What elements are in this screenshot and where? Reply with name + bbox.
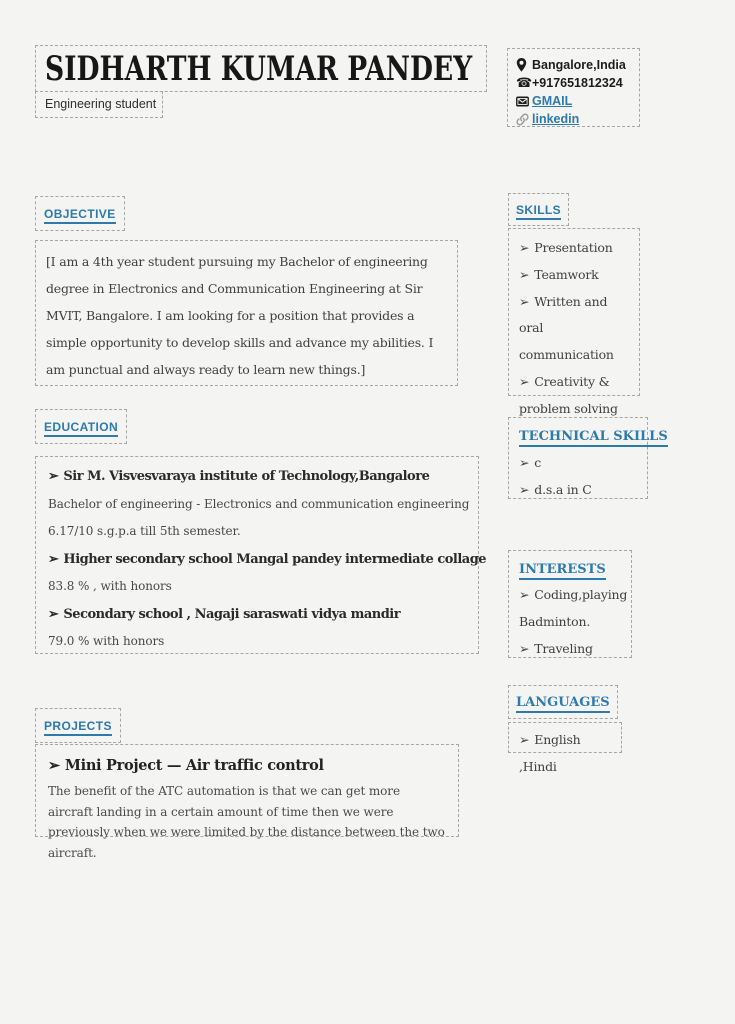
interests-field[interactable]: [508, 550, 632, 658]
education-entry-detail: Bachelor of engineering - Electronics and communication engineering: [48, 496, 470, 511]
skill-item: ➢ Creativity & problem solving: [519, 373, 618, 416]
technical-skills-field[interactable]: [508, 417, 668, 499]
arrow-bullet-icon: ➢: [519, 266, 530, 282]
project-description: The benefit of the ATC automation is that we can get more aircraft landing in a certain amount of time then we were previously when we were limited by the distance between the two aircraft.: [48, 784, 445, 860]
project-title: ➢ Mini Project — Air traffic control: [48, 757, 324, 774]
arrow-bullet-icon: ➢: [519, 732, 530, 747]
arrow-bullet-icon: ➢: [48, 757, 60, 774]
arrow-bullet-icon: ➢: [48, 469, 59, 484]
objective-body-field[interactable]: [35, 240, 458, 386]
education-entry: [48, 546, 487, 601]
interest-item: ➢ Traveling: [519, 640, 593, 656]
skill-item: ➢ Written and oral communication: [519, 293, 614, 363]
arrow-bullet-icon: ➢: [519, 293, 530, 309]
contact-card[interactable]: [507, 48, 640, 127]
arrow-bullet-icon: ➢: [48, 606, 59, 622]
skill-item: ➢ Presentation: [519, 240, 613, 255]
languages-section-heading[interactable]: [508, 685, 618, 719]
education-entry: [48, 463, 478, 546]
arrow-bullet-icon: ➢: [519, 481, 530, 497]
interest-item: ➢ Coding,playing Badminton.: [519, 587, 628, 629]
arrow-bullet-icon: ➢: [519, 640, 530, 656]
linkedin-link[interactable]: linkedin: [532, 112, 580, 126]
projects-heading-label: PROJECTS: [44, 719, 112, 736]
education-body-field[interactable]: [35, 456, 487, 654]
skills-heading-label: SKILLS: [516, 203, 561, 220]
arrow-bullet-icon: ➢: [519, 373, 530, 389]
objective-text: [I am a 4th year student pursuing my Bachelor of engineering degree in Electronics and Communication Engineering at Sir MVIT, Bangalore. I am looking for a position that provides a simple opportunity to develop skills and advance my abilities. I am punctual and always ready to learn new things.]: [46, 254, 434, 377]
projects-section-heading[interactable]: [35, 708, 121, 743]
language-item: ➢ English ,Hindi: [519, 732, 581, 774]
phone-icon: ☎: [516, 75, 533, 91]
arrow-bullet-icon: ➢: [519, 587, 530, 602]
education-entry-detail: 6.17/10 s.g.p.a till 5th semester.: [48, 524, 241, 538]
education-entry-detail: 83.8 % , with honors: [48, 579, 172, 593]
contact-row-linkedin: [516, 110, 635, 128]
location-pin-icon: [516, 58, 532, 72]
arrow-bullet-icon: ➢: [519, 455, 530, 470]
contact-row-email: [516, 92, 635, 110]
contact-row-location: [516, 56, 635, 74]
link-icon: [516, 113, 532, 126]
technical-skill-item: ➢ d.s.a in C: [519, 481, 592, 497]
person-role: Engineering student: [45, 97, 157, 111]
name-field[interactable]: [35, 45, 487, 92]
arrow-bullet-icon: ➢: [48, 551, 59, 567]
education-entry-detail: 79.0 % with honors: [48, 634, 165, 648]
education-entry-title: ➢ Sir M. Visvesvaraya institute of Technology,Bangalore: [48, 469, 430, 484]
objective-section-heading[interactable]: [35, 196, 125, 231]
contact-row-phone: [516, 74, 635, 92]
contact-phone-text: +917651812324: [532, 76, 623, 90]
education-heading-label: EDUCATION: [44, 420, 118, 437]
education-entry: [48, 601, 478, 656]
skills-body-field[interactable]: [508, 228, 640, 416]
languages-body-field[interactable]: [508, 722, 622, 774]
skills-section-heading[interactable]: [508, 193, 569, 226]
education-entry-title: ➢ Higher secondary school Mangal pandey intermediate collage: [48, 551, 487, 567]
technical-skills-heading-label: TECHNICAL SKILLS: [519, 429, 668, 447]
projects-body-field[interactable]: [35, 744, 459, 860]
role-field[interactable]: [35, 91, 163, 118]
arrow-bullet-icon: ➢: [519, 240, 530, 255]
education-section-heading[interactable]: [35, 409, 127, 444]
objective-heading-label: OBJECTIVE: [44, 207, 116, 224]
contact-location-text: Bangalore,India: [532, 58, 626, 72]
interests-heading-label: INTERESTS: [519, 562, 606, 580]
education-entry-title: ➢ Secondary school , Nagaji saraswati vidya mandir: [48, 606, 401, 622]
technical-skill-item: ➢ c: [519, 455, 542, 470]
languages-heading-label: LANGUAGES: [516, 695, 610, 713]
gmail-link[interactable]: GMAIL: [532, 94, 573, 108]
email-icon: [516, 96, 532, 107]
person-name: SIDHARTH KUMAR PANDEY: [45, 49, 473, 89]
skill-item: ➢ Teamwork: [519, 266, 599, 282]
